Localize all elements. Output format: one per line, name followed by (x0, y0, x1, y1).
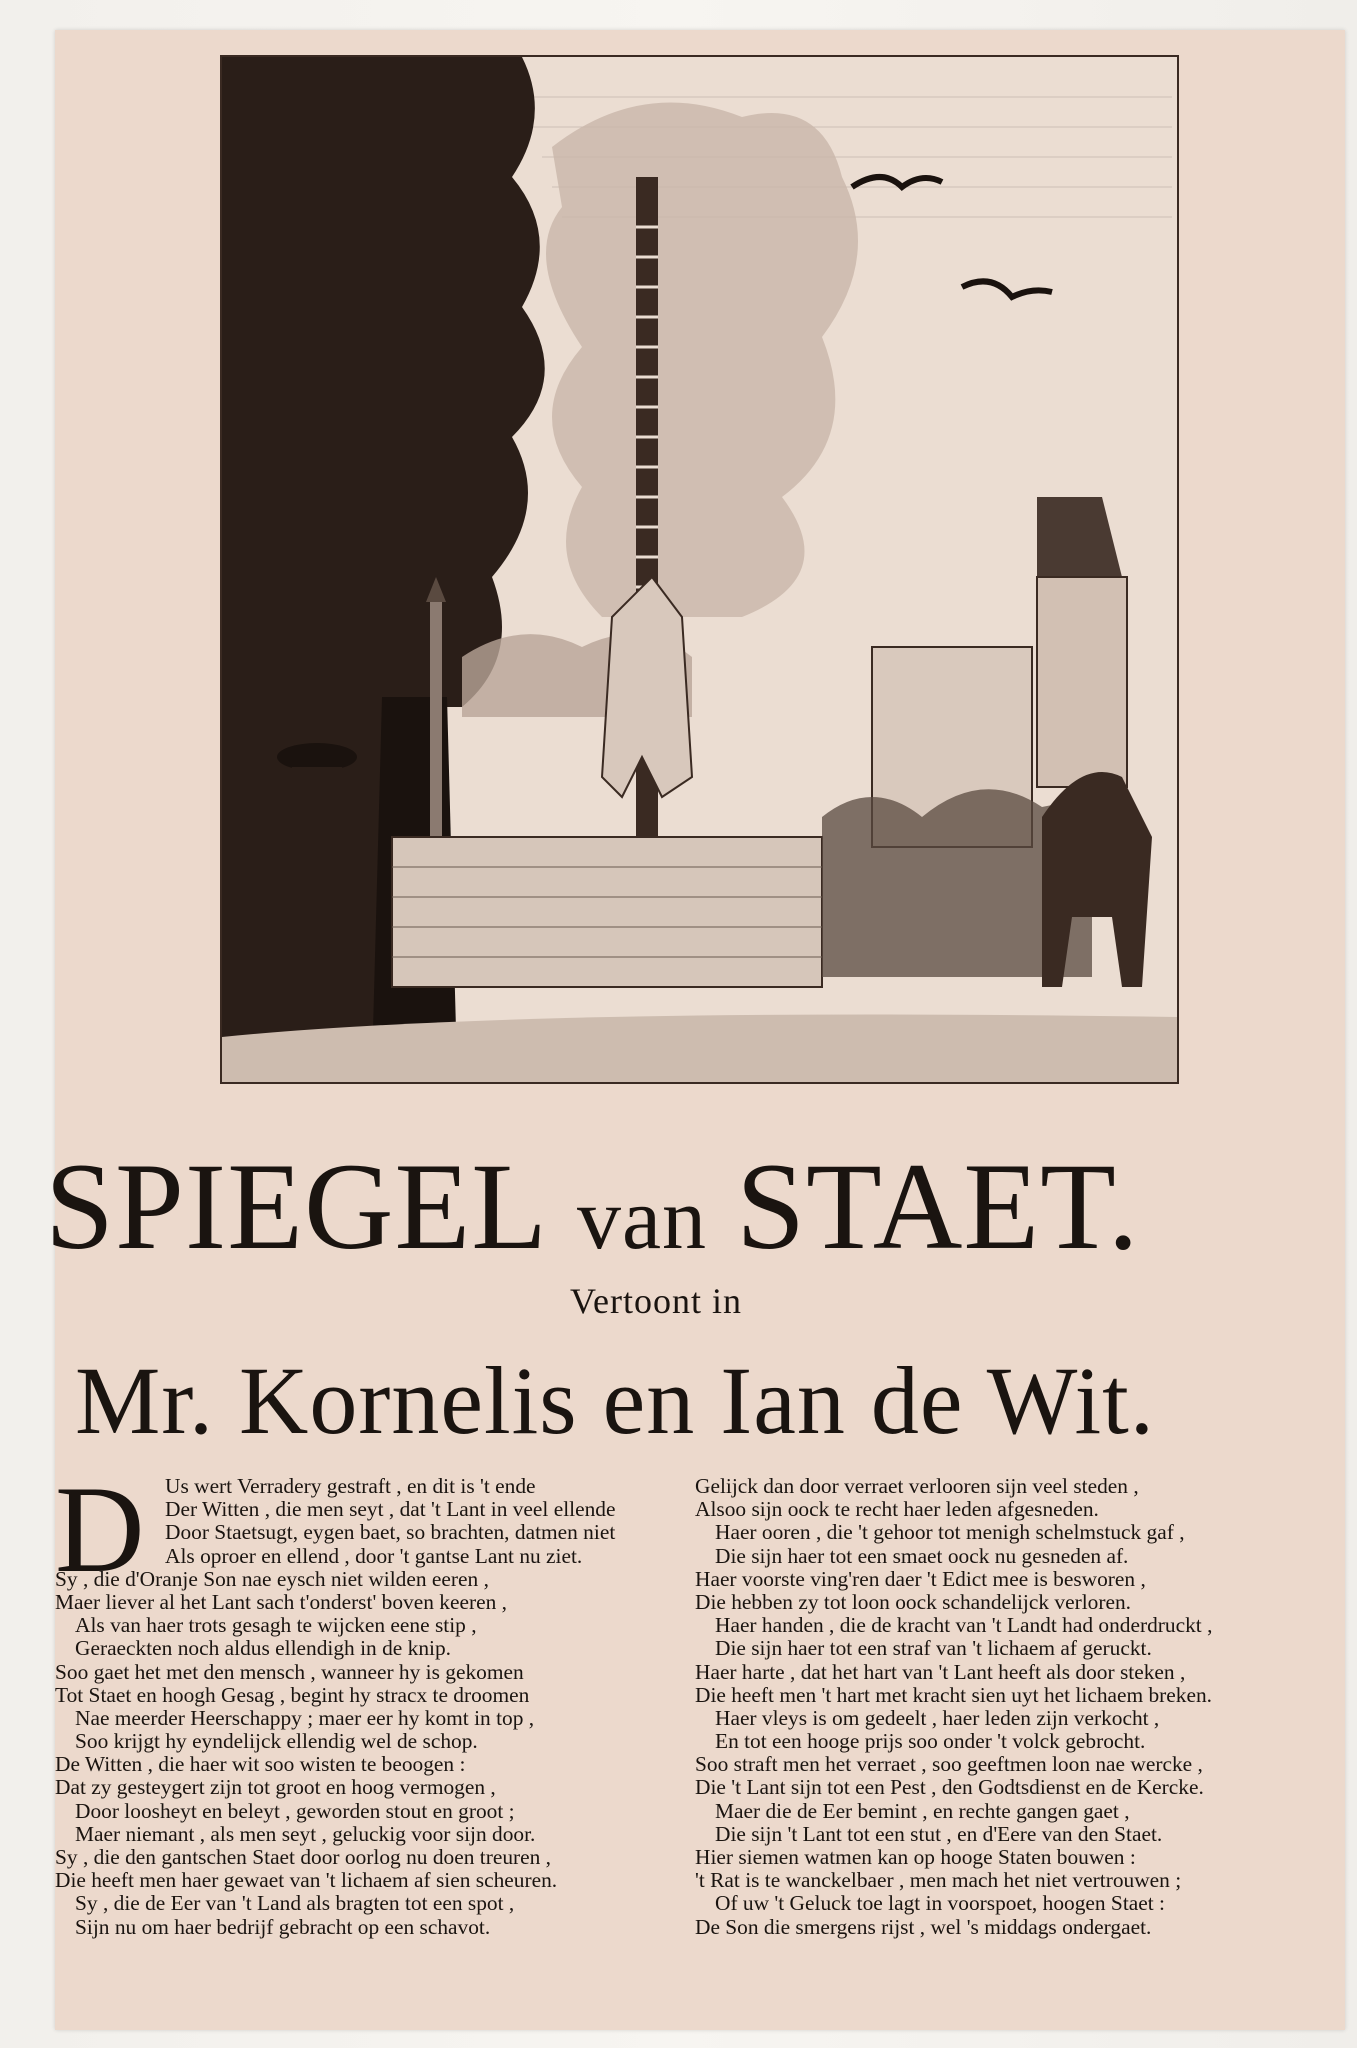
verse-line: En tot een hooge prijs soo onder 't volck gebrocht. (715, 1729, 1146, 1754)
title-word-spiegel: SPIEGEL (45, 1138, 548, 1275)
verse-line: Die heeft men 't hart met kracht sien uyt het lichaem breken. (695, 1682, 1213, 1707)
verse-line: Als oproer en ellend , door 't gantse Lant nu ziet. (165, 1543, 583, 1568)
verse-line: Die sijn haer tot een smaet oock nu gesneden af. (715, 1543, 1129, 1568)
verse-column-right (695, 1475, 1335, 1939)
document-title (45, 1138, 1345, 1275)
drop-cap: D (55, 1461, 145, 1598)
verse-line: Dat zy gesteygert zijn tot groot en hoog vermogen , (55, 1775, 496, 1800)
verse-line: Tot Staet en hoogh Gesag , begint hy stracx te droomen (55, 1682, 530, 1707)
verse-line: Us wert Verradery gestraft , en dit is 't ende (165, 1474, 536, 1498)
names-heading: Mr. Kornelis en Ian de Wit. (75, 1347, 1155, 1454)
verse-line: Die heeft men haer gewaet van 't lichaem af sien scheuren. (55, 1868, 558, 1893)
verse-line: Die sijn haer tot een straf van 't lichaem af geruckt. (715, 1636, 1152, 1661)
verse-line: Hier siemen watmen kan op hooge Staten bouwen : (695, 1845, 1136, 1869)
verse-line: Haer harte , dat het hart van 't Lant heeft als door steken , (695, 1659, 1186, 1684)
verse-line: Soo gaet het met den mensch , wanneer hy is gekomen (55, 1659, 524, 1684)
execution-scene-engraving (222, 57, 1177, 1082)
verse-line: Als van haer trots gesagh te wijcken eene stip , (75, 1613, 477, 1638)
verse-line: Alsoo sijn oock te recht haer leden afgesneden. (695, 1497, 1099, 1522)
verse-line: De Son die smergens rijst , wel 's middags ondergaet. (695, 1914, 1152, 1939)
verse-line: Der Witten , die men seyt , dat 't Lant in veel ellende (165, 1497, 616, 1522)
verse-line: 't Rat is te wanckelbaer , men mach het niet vertrouwen ; (695, 1868, 1182, 1893)
title-word-van: van (577, 1171, 708, 1268)
verse-line: Haer vleys is om gedeelt , haer leden zijn verkocht , (715, 1705, 1160, 1730)
verse-line: Die sijn 't Lant tot een stut , en d'Eere van den Staet. (715, 1821, 1163, 1846)
verse-line: Sy , die de Eer van 't Land als bragten tot een spot , (75, 1891, 515, 1916)
verse-line: Haer ooren , die 't gehoor tot menigh schelmstuck gaf , (715, 1520, 1185, 1545)
verse-line: Geraeckten noch aldus ellendigh in de knip. (75, 1636, 451, 1661)
verse-line: Door Staetsugt, eygen baet, so brachten, datmen niet (165, 1520, 616, 1545)
verse-column-left (55, 1475, 695, 1939)
verse-line: Die 't Lant sijn tot een Pest , den Godtsdienst en de Kercke. (695, 1775, 1204, 1800)
verse-line: Haer voorste ving'ren daer 't Edict mee is besworen , (695, 1566, 1146, 1591)
engraving-plate (220, 55, 1179, 1084)
verse-line: Maer niemant , als men seyt , geluckig voor sijn door. (75, 1821, 536, 1846)
verse-line: Sijn nu om haer bedrijf gebracht op een schavot. (75, 1914, 491, 1939)
verse-line: Of uw 't Geluck toe lagt in voorspoet, hoogen Staet : (715, 1891, 1165, 1916)
verse-line: Maer die de Eer bemint , en rechte gangen gaet , (715, 1798, 1130, 1823)
verse-line: Soo straft men het verraet , soo geeftmen loon nae wercke , (695, 1752, 1203, 1777)
verse-line: De Witten , die haer wit soo wisten te beoogen : (55, 1752, 466, 1777)
verse-line: Nae meerder Heerschappy ; maer eer hy komt in top , (75, 1705, 535, 1730)
verse-line: Door loosheyt en beleyt , geworden stout en groot ; (75, 1798, 515, 1823)
verse-line: Maer liever al het Lant sach t'onderst' boven keeren , (55, 1589, 507, 1614)
subtitle: Vertoont in (570, 1281, 742, 1321)
verse-line: Sy , die den gantschen Staet door oorlog nu doen treuren , (55, 1845, 552, 1869)
title-word-staet: STAET. (736, 1138, 1140, 1275)
verse-line: Sy , die d'Oranje Son nae eysch niet wilden eeren , (55, 1566, 489, 1591)
verse-line: Gelijck dan door verraet verlooren sijn veel steden , (695, 1474, 1139, 1498)
verse-line: Die hebben zy tot loon oock schandelijck verloren. (695, 1589, 1131, 1614)
verse-line: Haer handen , die de kracht van 't Landt had onderdruckt , (715, 1613, 1213, 1638)
verse-line: Soo krijgt hy eyndelijck ellendig wel de schop. (75, 1729, 478, 1754)
